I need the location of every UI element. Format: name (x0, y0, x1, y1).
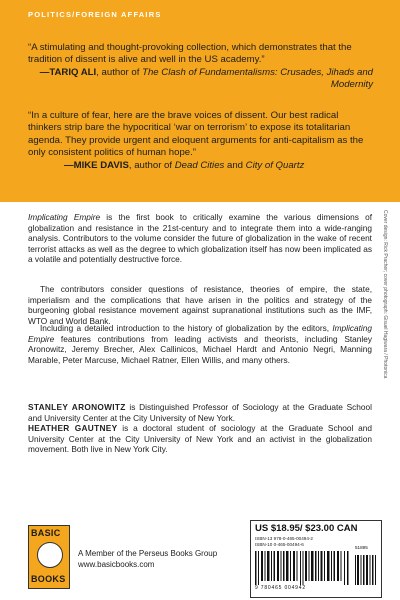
logo-emblem-icon (37, 542, 63, 568)
description-paragraph-2: The contributors consider questions of resistance, theories of empire, the state, imperialism and the complications that have arisen in the politics and strategy of the burgeoning global resistance movement against supranational institutions such as the IMF, WTO and World Bank. (28, 284, 372, 326)
publisher-url: www.basicbooks.com (78, 560, 155, 569)
bio-aronowitz: STANLEY ARONOWITZ is Distinguished Professor of Sociology at the Graduate School and University Center at the City University of New York. (28, 402, 372, 423)
barcode-digits: 9 780465 004942 (255, 585, 306, 591)
blurb-text: “In a culture of fear, here are the brave voices of dissent. Our best radical thinkers strip bare the hypocritical ‘war on terrorism’ to expose its totalitarian agenda. They provide urgent and eloquent arguments for anti-capitalism as the only consistent politics of human hope.” (28, 110, 364, 159)
blurb-quote-1 (28, 42, 373, 92)
logo-word-bottom: BOOKS (31, 574, 66, 584)
bio-gautney: HEATHER GAUTNEY is a doctoral student of sociology at the Graduate School and University Center at the City University of New York and an activist in the globalization movement. Both live in New York City. (28, 423, 373, 455)
basic-books-logo (28, 525, 70, 589)
addon-price-code: 51895 (355, 545, 368, 550)
isbn-10: ISBN-10 0-465-00494-6 (255, 542, 304, 547)
publisher-group: A Member of the Perseus Books Group (78, 549, 218, 558)
blurb-attribution: —TARIQ ALI, author of The Clash of Fundamentalisms: Crusades, Jihads and Modernity (39, 66, 373, 91)
barcode-icon (255, 551, 350, 585)
blurb-attribution: —MIKE DAVIS, author of Dead Cities and City of Quartz (64, 159, 305, 171)
logo-word-top: BASIC (31, 528, 61, 538)
blurb-quote-2 (28, 110, 373, 172)
description-paragraph-3: Including a detailed introduction to the history of globalization by the editors, Implicating Empire features contributions from leading activists and theorists, including Stanley Aronowitz, Jeremy Brecher, Alex Callinicos, Michael Hardt and Antonio Negri, Manning Marable, Peter Marcuse, Michael Ratner, Ellen Willis, and many others. (28, 323, 372, 365)
publisher-info (78, 548, 217, 570)
cover-credit: Cover design: Rick Pracher; cover photograph: Gisuel Hagiwara / Photonica (382, 210, 388, 379)
author-bios (28, 402, 372, 455)
isbn-13: ISBN-13 978-0-465-00494-2 (255, 536, 313, 541)
category-label: POLITICS/FOREIGN AFFAIRS (28, 10, 162, 19)
description-paragraph-1: Implicating Empire is the first book to critically examine the various dimensions of globalization and resistance in the 21st-century and to integrate them into a wide-ranging analysis. Contributors to the volume consider the future of globalization in the wake of recent terrorist attacks as well as the degree to which globalization itself has now been implicated as a volatile and potentially destructive force. (28, 212, 372, 265)
addon-barcode-icon (355, 551, 377, 585)
blurb-text: “A stimulating and thought-provoking collection, which demonstrates that the tradition of dissent is alive and well in the US academy.” (28, 42, 352, 66)
price-label: US $18.95/ $23.00 CAN (255, 523, 358, 534)
barcode-panel (250, 520, 382, 598)
